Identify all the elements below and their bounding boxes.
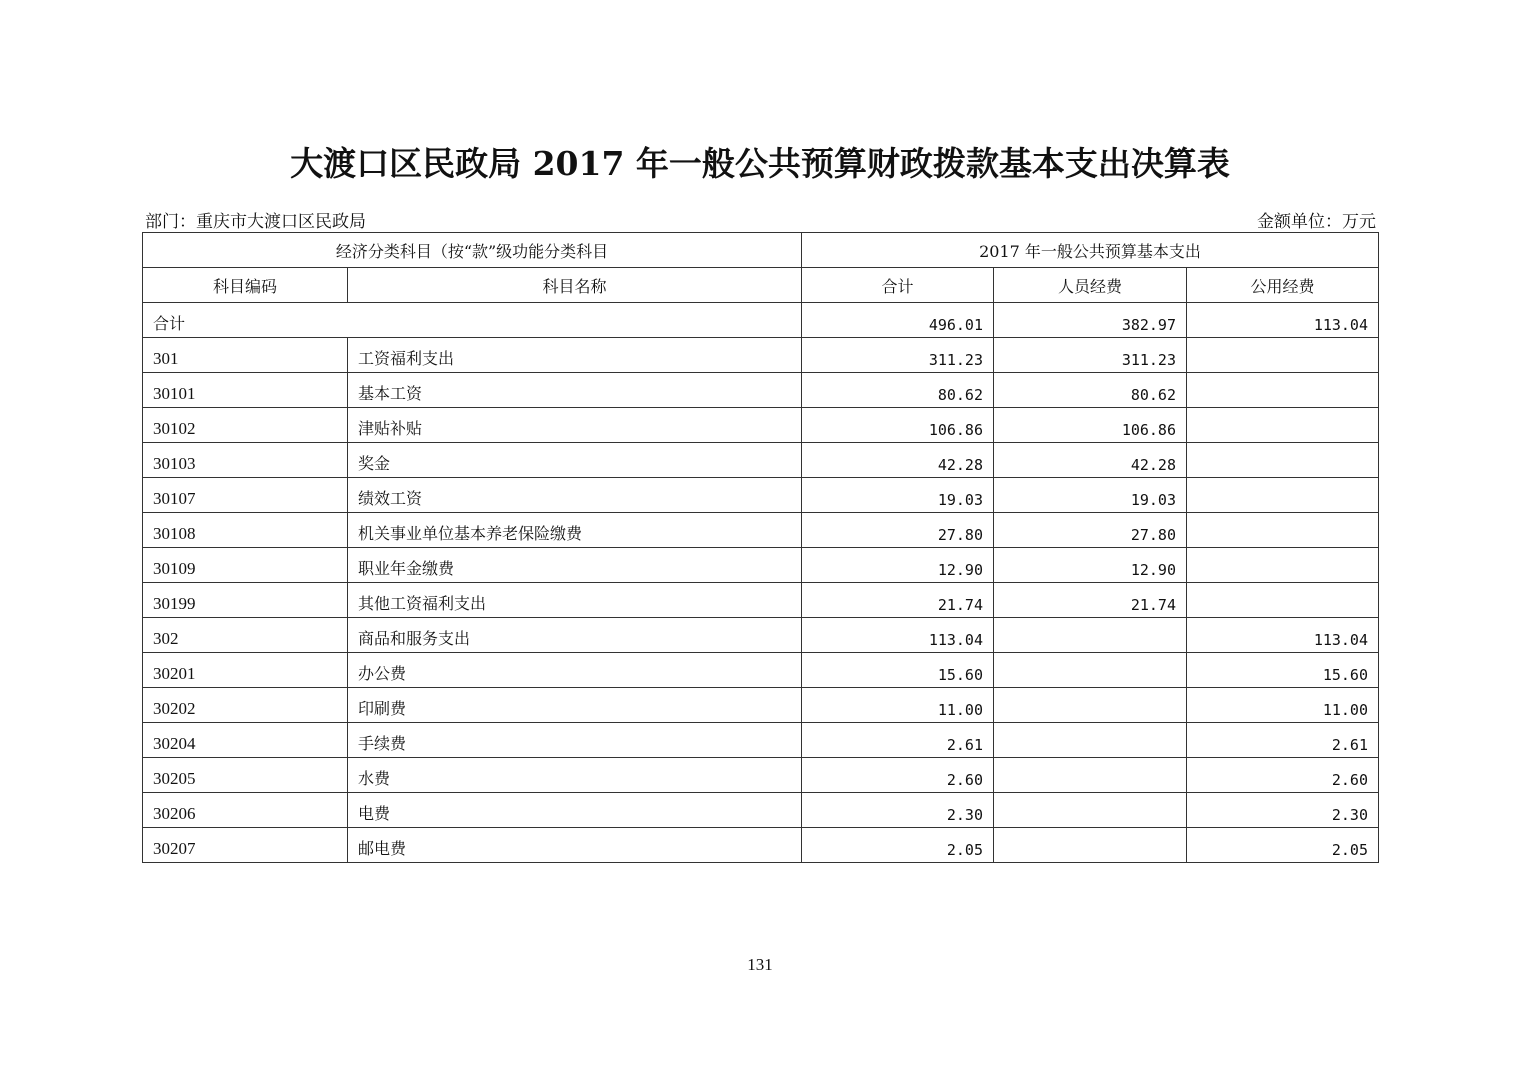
department-label: 部门：重庆市大渡口区民政局 (145, 212, 366, 232)
table-row (143, 513, 1379, 548)
cell-code: 30207 (143, 828, 348, 863)
table-row (143, 618, 1379, 653)
cell-public (1187, 338, 1379, 373)
cell-total: 106.86 (802, 408, 994, 443)
cell-total: 2.30 (802, 793, 994, 828)
cell-public (1187, 443, 1379, 478)
column-header-total: 合计 (802, 268, 994, 303)
cell-code: 30199 (143, 583, 348, 618)
cell-name: 电费 (348, 793, 802, 828)
cell-name: 办公费 (348, 653, 802, 688)
cell-code: 30201 (143, 653, 348, 688)
table-row (143, 758, 1379, 793)
cell-name: 工资福利支出 (348, 338, 802, 373)
table-row (143, 408, 1379, 443)
cell-total: 80.62 (802, 373, 994, 408)
cell-code: 30107 (143, 478, 348, 513)
cell-code: 30101 (143, 373, 348, 408)
cell-public: 2.05 (1187, 828, 1379, 863)
table-row (143, 653, 1379, 688)
column-header-code: 科目编码 (143, 268, 348, 303)
table-row (143, 338, 1379, 373)
cell-code: 30108 (143, 513, 348, 548)
cell-total: 2.60 (802, 758, 994, 793)
cell-public (1187, 583, 1379, 618)
cell-public: 113.04 (1187, 618, 1379, 653)
cell-total: 27.80 (802, 513, 994, 548)
cell-public (1187, 513, 1379, 548)
cell-personnel (994, 653, 1187, 688)
table-row (143, 688, 1379, 723)
total-row (143, 303, 1379, 338)
group-header-row (143, 233, 1379, 268)
cell-name: 津贴补贴 (348, 408, 802, 443)
cell-personnel: 19.03 (994, 478, 1187, 513)
cell-public: 2.61 (1187, 723, 1379, 758)
cell-total: 311.23 (802, 338, 994, 373)
total-label: 合计 (143, 303, 802, 338)
cell-personnel: 311.23 (994, 338, 1187, 373)
cell-public (1187, 548, 1379, 583)
cell-public (1187, 373, 1379, 408)
column-header-row (143, 268, 1379, 303)
total-public: 113.04 (1187, 303, 1379, 338)
cell-name: 基本工资 (348, 373, 802, 408)
table-row (143, 478, 1379, 513)
cell-code: 301 (143, 338, 348, 373)
group-header-basic-expenditure: 2017 年一般公共预算基本支出 (802, 233, 1379, 268)
cell-public: 15.60 (1187, 653, 1379, 688)
cell-public: 2.60 (1187, 758, 1379, 793)
cell-total: 2.61 (802, 723, 994, 758)
cell-total: 2.05 (802, 828, 994, 863)
cell-personnel: 27.80 (994, 513, 1187, 548)
cell-code: 30202 (143, 688, 348, 723)
cell-personnel: 106.86 (994, 408, 1187, 443)
amount-unit-label: 金额单位：万元 (1257, 212, 1376, 232)
cell-total: 15.60 (802, 653, 994, 688)
cell-personnel (994, 793, 1187, 828)
total-amount: 496.01 (802, 303, 994, 338)
group-header-economic-classification: 经济分类科目（按“款”级功能分类科目 (143, 233, 802, 268)
cell-personnel: 80.62 (994, 373, 1187, 408)
cell-code: 30102 (143, 408, 348, 443)
cell-personnel: 21.74 (994, 583, 1187, 618)
cell-personnel: 42.28 (994, 443, 1187, 478)
table-row (143, 793, 1379, 828)
cell-total: 11.00 (802, 688, 994, 723)
cell-name: 其他工资福利支出 (348, 583, 802, 618)
cell-public: 11.00 (1187, 688, 1379, 723)
page-title: 大渡口区民政局 2017 年一般公共预算财政拨款基本支出决算表 (290, 144, 1230, 183)
table-row (143, 828, 1379, 863)
cell-personnel (994, 828, 1187, 863)
column-header-personnel: 人员经费 (994, 268, 1187, 303)
column-header-public: 公用经费 (1187, 268, 1379, 303)
cell-total: 113.04 (802, 618, 994, 653)
cell-name: 机关事业单位基本养老保险缴费 (348, 513, 802, 548)
cell-code: 30204 (143, 723, 348, 758)
table-row (143, 443, 1379, 478)
cell-personnel (994, 618, 1187, 653)
cell-name: 手续费 (348, 723, 802, 758)
cell-name: 绩效工资 (348, 478, 802, 513)
cell-total: 12.90 (802, 548, 994, 583)
cell-code: 30205 (143, 758, 348, 793)
cell-code: 302 (143, 618, 348, 653)
cell-total: 21.74 (802, 583, 994, 618)
cell-code: 30206 (143, 793, 348, 828)
cell-name: 职业年金缴费 (348, 548, 802, 583)
budget-expenditure-table (142, 232, 1379, 863)
table-row (143, 373, 1379, 408)
cell-name: 商品和服务支出 (348, 618, 802, 653)
cell-total: 19.03 (802, 478, 994, 513)
cell-public (1187, 408, 1379, 443)
cell-personnel (994, 758, 1187, 793)
cell-code: 30109 (143, 548, 348, 583)
cell-personnel (994, 688, 1187, 723)
cell-name: 水费 (348, 758, 802, 793)
column-header-name: 科目名称 (348, 268, 802, 303)
cell-name: 邮电费 (348, 828, 802, 863)
cell-total: 42.28 (802, 443, 994, 478)
cell-public: 2.30 (1187, 793, 1379, 828)
cell-personnel: 12.90 (994, 548, 1187, 583)
page-number: 131 (747, 955, 773, 974)
cell-name: 印刷费 (348, 688, 802, 723)
cell-name: 奖金 (348, 443, 802, 478)
cell-code: 30103 (143, 443, 348, 478)
table-row (143, 583, 1379, 618)
cell-personnel (994, 723, 1187, 758)
total-personnel: 382.97 (994, 303, 1187, 338)
table-row (143, 548, 1379, 583)
cell-public (1187, 478, 1379, 513)
table-row (143, 723, 1379, 758)
